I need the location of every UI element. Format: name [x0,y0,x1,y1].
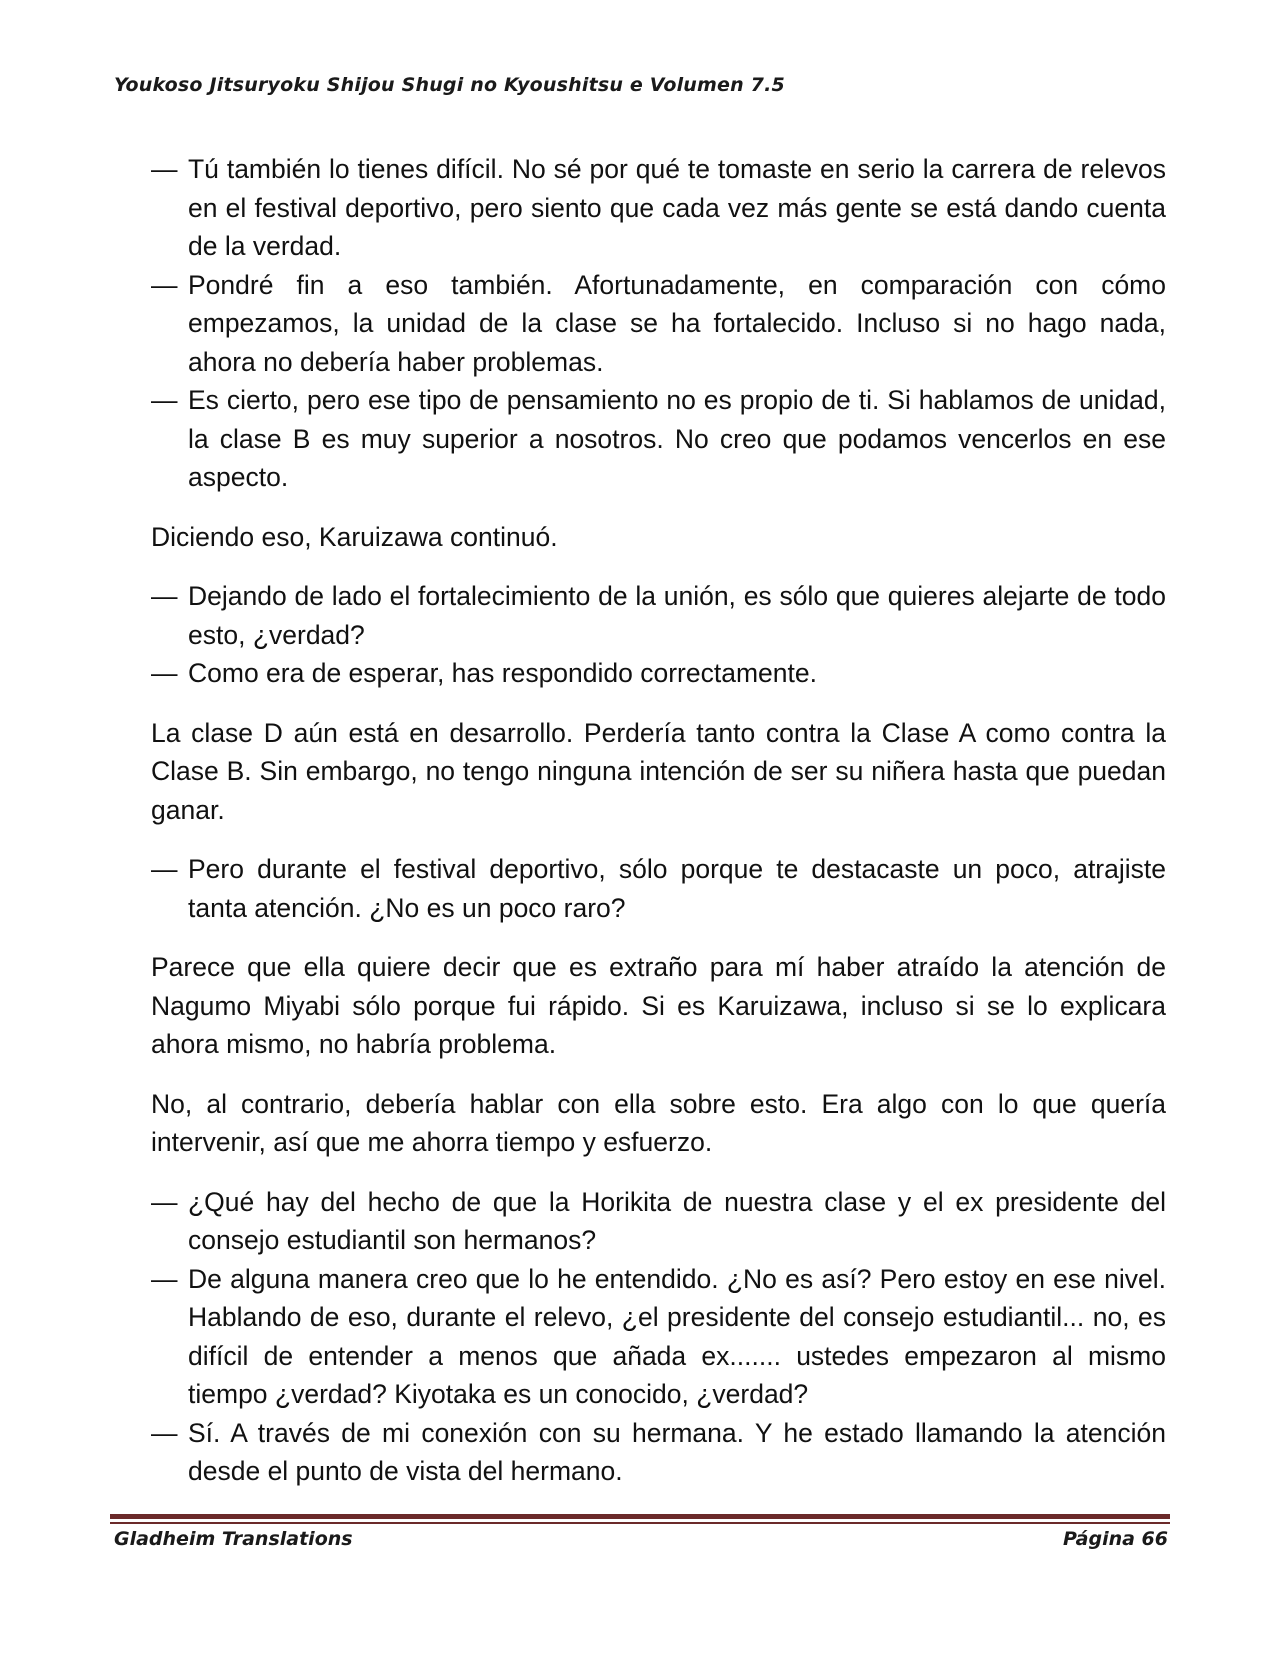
dialogue-line [151,266,1166,382]
dialogue-dash: — [151,1417,178,1448]
dialogue-text: Sí. A través de mi conexión con su hermana. Y he estado llamando la atención desde el punto de vista del hermano. [188,1417,1166,1486]
dialogue-text: ¿Qué hay del hecho de que la Horikita de nuestra clase y el ex presidente del consejo estudiantil son hermanos? [188,1186,1166,1255]
dialogue-line [151,1183,1166,1260]
dialogue-dash: — [151,658,178,688]
dialogue-line [151,850,1166,927]
footer-page-number: Página 66 [1062,1528,1168,1550]
dialogue-text: Pero durante el festival deportivo, sólo porque te destacaste un poco, atrajiste tanta atención. ¿No es un poco raro? [188,854,1166,923]
dialogue-text: Tú también lo tienes difícil. No sé por qué te tomaste en serio la carrera de relevos en el festival deportivo, pero siento que cada vez más gente se está dando cuenta de la verdad. [188,154,1166,261]
dialogue-group-4 [151,1183,1166,1491]
narration-paragraph: La clase D aún está en desarrollo. Perdería tanto contra la Clase A como contra la Clase B. Sin embargo, no tengo ninguna intención de ser su niñera hasta que puedan ganar. [151,717,1166,825]
narration-paragraph: No, al contrario, debería hablar con ella sobre esto. Era algo con lo que quería intervenir, así que me ahorra tiempo y esfuerzo. [151,1088,1166,1157]
dialogue-line [151,150,1166,266]
dialogue-group-1 [151,150,1166,497]
footer-rule-thin [110,1522,1170,1524]
dialogue-text: Es cierto, pero ese tipo de pensamiento no es propio de ti. Si hablamos de unidad, la clase B es muy superior a nosotros. No creo que podamos vencerlos en ese aspecto. [188,385,1166,492]
dialogue-group-3 [151,850,1166,927]
dialogue-text: Dejando de lado el fortalecimiento de la unión, es sólo que quieres alejarte de todo esto, ¿verdad? [188,581,1166,650]
dialogue-dash: — [151,154,178,184]
dialogue-text: Pondré fin a eso también. Afortunadamente, en comparación con cómo empezamos, la unidad de la clase se ha fortalecido. Incluso si no hago nada, ahora no debería haber problemas. [188,269,1166,377]
page-body [151,150,1166,1512]
footer-rule-thick [110,1514,1170,1519]
footer-publisher: Gladheim Translations [114,1528,353,1550]
dialogue-line [151,1414,1166,1491]
dialogue-text: De alguna manera creo que lo he entendido. ¿No es así? Pero estoy en ese nivel. Hablando de eso, durante el relevo, ¿el presidente del consejo estudiantil... no, es difícil de entender a menos que añada ex....... ustedes empezaron al mismo tiempo ¿verdad? Kiyotaka es un conocido, ¿verdad? [188,1263,1166,1409]
narration-paragraph: Diciendo eso, Karuizawa continuó. [151,521,558,552]
dialogue-text: Como era de esperar, has respondido correctamente. [188,658,817,688]
dialogue-dash: — [151,854,178,884]
dialogue-dash: — [151,1186,178,1217]
narration-paragraph: Parece que ella quiere decir que es extraño para mí haber atraído la atención de Nagumo Miyabi sólo porque fui rápido. Si es Karuizawa, incluso si se lo explicara ahora mismo, no habría problema. [151,952,1166,1059]
dialogue-line [151,577,1166,654]
dialogue-dash: — [151,1263,178,1294]
dialogue-dash: — [151,385,178,415]
dialogue-dash: — [151,581,178,611]
dialogue-line [151,381,1166,497]
dialogue-line [151,654,1166,693]
header-title: Youkoso Jitsuryoku Shijou Shugi no Kyoushitsu e Volumen 7.5 [114,74,785,96]
dialogue-line [151,1260,1166,1414]
dialogue-dash: — [151,269,178,300]
dialogue-group-2 [151,577,1166,693]
